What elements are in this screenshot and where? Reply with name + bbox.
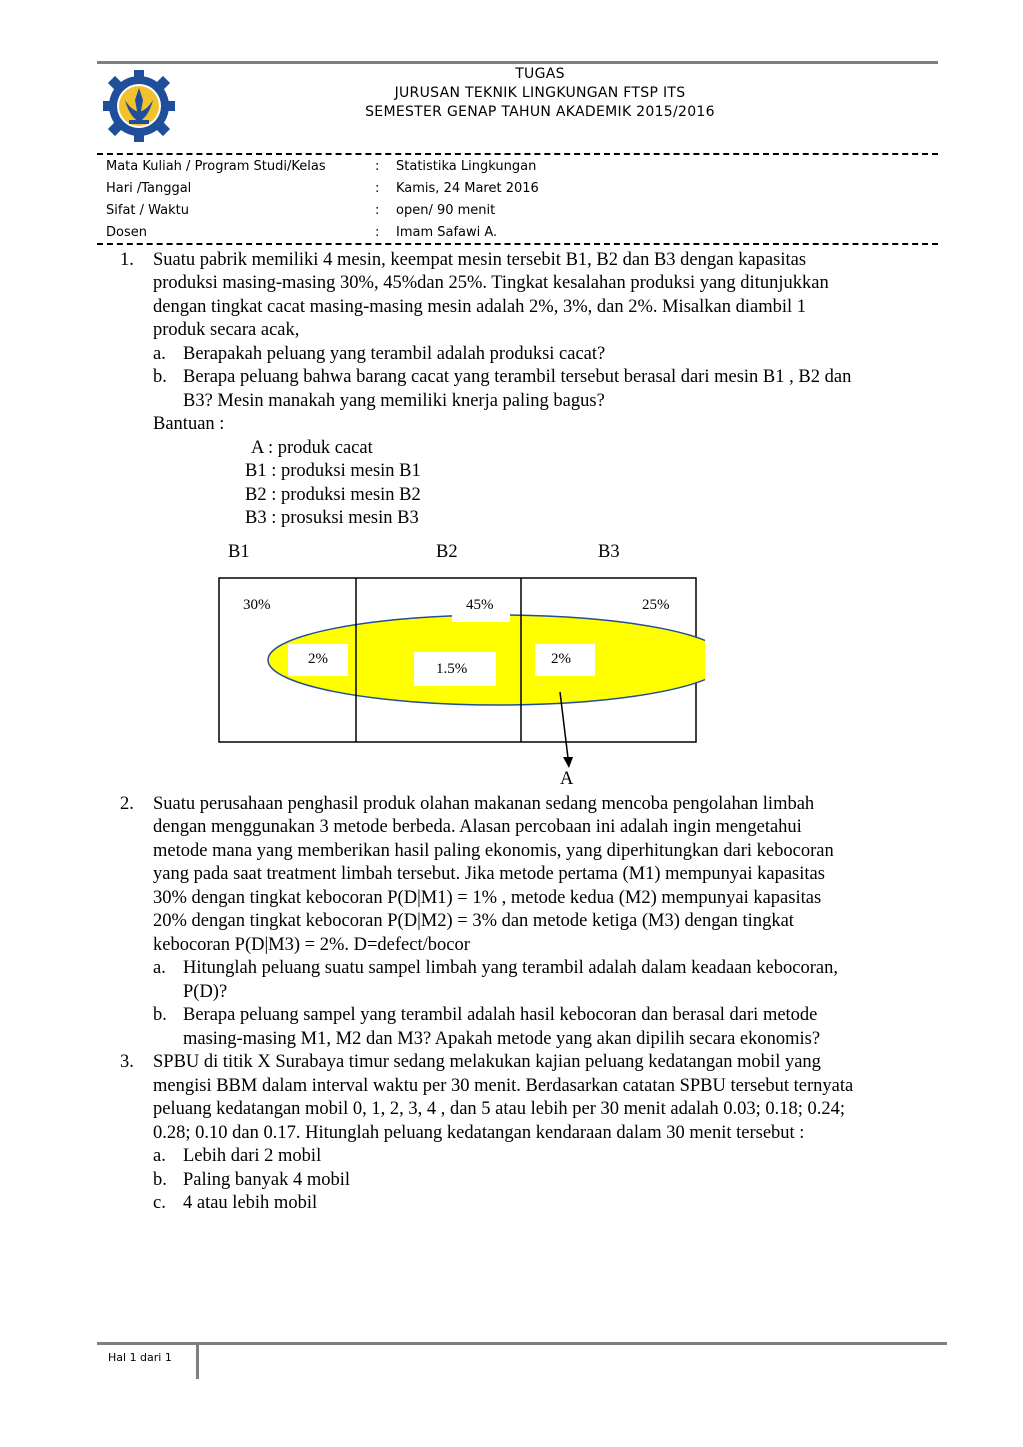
cap-b2: 45% — [466, 597, 494, 613]
info-value: Statistika Lingkungan — [396, 159, 537, 174]
diagram-label-b3: B3 — [598, 542, 620, 562]
info-colon: : — [375, 225, 380, 240]
info-value: Imam Safawi A. — [396, 225, 498, 240]
header-department: JURUSAN TEKNIK LINGKUNGAN FTSP ITS — [394, 85, 686, 101]
page-number: Hal 1 dari 1 — [108, 1351, 172, 1364]
defect-b1: 2% — [308, 651, 328, 667]
q1-line: dengan tingkat cacat masing-masing mesin adalah 2%, 3%, dan 2%. Misalkan diambil 1 — [153, 297, 806, 317]
q3c-text: 4 atau lebih mobil — [183, 1193, 318, 1213]
q1-hint: B1 : produksi mesin B1 — [245, 461, 421, 481]
header-top-rule — [97, 61, 938, 64]
q3b-text: Paling banyak 4 mobil — [183, 1170, 350, 1190]
q1-bantuan: Bantuan : — [153, 414, 225, 434]
q1a-text: Berapakah peluang yang terambil adalah produksi cacat? — [183, 344, 606, 364]
q1a-label: a. — [153, 344, 166, 364]
event-a-label: A — [560, 769, 574, 789]
q2-line: 30% dengan tingkat kebocoran P(D|M1) = 1% , metode kedua (M2) mempunyai kapasitas — [153, 888, 822, 908]
q2a-line: P(D)? — [183, 982, 228, 1002]
q2-line: 20% dengan tingkat kebocoran P(D|M2) = 3% dan metode ketiga (M3) dengan tingkat — [153, 911, 794, 931]
q3-line: mengisi BBM dalam interval waktu per 30 menit. Berdasarkan catatan SPBU tersebut ternyata — [153, 1076, 854, 1096]
q2-line: metode mana yang memberikan hasil paling ekonomis, yang diperhitungkan dari kebocoran — [153, 841, 834, 861]
q2-line: dengan menggunakan 3 metode berbeda. Alasan percobaan ini adalah ingin mengetahui — [153, 817, 802, 837]
header-semester: SEMESTER GENAP TAHUN AKADEMIK 2015/2016 — [365, 104, 715, 120]
q3-line: peluang kedatangan mobil 0, 1, 2, 3, 4 , dan 5 atau lebih per 30 menit adalah 0.03; 0.18; 0.24; — [153, 1099, 846, 1119]
arrow-head — [563, 757, 573, 768]
footer-rule — [97, 1342, 947, 1345]
info-label: Dosen — [106, 225, 147, 240]
q2-line: yang pada saat treatment limbah tersebut. Jika metode pertama (M1) mempunyai kapasitas — [153, 864, 825, 884]
q2-line: kebocoran P(D|M3) = 2%. D=defect/bocor — [153, 935, 470, 955]
cap-b1: 30% — [243, 597, 271, 613]
q1-line: produk secara acak, — [153, 320, 300, 340]
cap-b3: 25% — [642, 597, 670, 613]
q1-hint: B2 : produksi mesin B2 — [245, 485, 421, 505]
q3-line: SPBU di titik X Surabaya timur sedang melakukan kajian peluang kedatangan mobil yang — [153, 1052, 821, 1072]
q3a-text: Lebih dari 2 mobil — [183, 1146, 322, 1166]
q1-hint: A : produk cacat — [251, 438, 373, 458]
q2-line: Suatu perusahaan penghasil produk olahan makanan sedang mencoba pengolahan limbah — [153, 794, 815, 814]
q3a-label: a. — [153, 1146, 166, 1166]
q2a-line: Hitunglah peluang suatu sampel limbah yang terambil adalah dalam keadaan kebocoran, — [183, 958, 838, 978]
info-value: open/ 90 menit — [396, 203, 496, 218]
q2-number: 2. — [120, 794, 134, 814]
q1b-label: b. — [153, 367, 167, 387]
defect-b2: 1.5% — [436, 661, 468, 677]
q1-number: 1. — [120, 250, 134, 270]
info-label: Hari /Tanggal — [106, 181, 192, 196]
info-value: Kamis, 24 Maret 2016 — [396, 181, 539, 196]
diagram-label-b1: B1 — [228, 542, 250, 562]
defect-b3: 2% — [551, 651, 571, 667]
q1b-line: B3? Mesin manakah yang memiliki knerja paling bagus? — [183, 391, 605, 411]
q3c-label: c. — [153, 1193, 166, 1213]
info-colon: : — [375, 181, 380, 196]
info-colon: : — [375, 203, 380, 218]
dashed-divider-bottom — [97, 243, 938, 245]
q1b-line: Berapa peluang bahwa barang cacat yang terambil tersebut berasal dari mesin B1 , B2 dan — [183, 367, 852, 387]
q1-line: produksi masing-masing 30%, 45%dan 25%. Tingkat kesalahan produksi yang ditunjukkan — [153, 273, 829, 293]
info-label: Mata Kuliah / Program Studi/Kelas — [106, 159, 326, 174]
q2b-line: masing-masing M1, M2 dan M3? Apakah metode yang akan dipilih secara ekonomis? — [183, 1029, 821, 1049]
info-label: Sifat / Waktu — [106, 203, 190, 218]
q3-line: 0.28; 0.10 dan 0.17. Hitunglah peluang kedatangan kendaraan dalam 30 menit tersebut : — [153, 1123, 805, 1143]
q1-hint: B3 : prosuksi mesin B3 — [245, 508, 419, 528]
header-title: TUGAS — [515, 66, 565, 82]
q2a-label: a. — [153, 958, 166, 978]
q2b-line: Berapa peluang sampel yang terambil adalah hasil kebocoran dan berasal dari metode — [183, 1005, 818, 1025]
diagram-label-b2: B2 — [436, 542, 458, 562]
footer-separator — [196, 1345, 199, 1379]
q3b-label: b. — [153, 1170, 167, 1190]
q3-number: 3. — [120, 1052, 134, 1072]
info-colon: : — [375, 159, 380, 174]
dashed-divider-top — [97, 153, 938, 155]
q1-line: Suatu pabrik memiliki 4 mesin, keempat mesin tersebit B1, B2 dan B3 dengan kapasitas — [153, 250, 807, 270]
q2b-label: b. — [153, 1005, 167, 1025]
